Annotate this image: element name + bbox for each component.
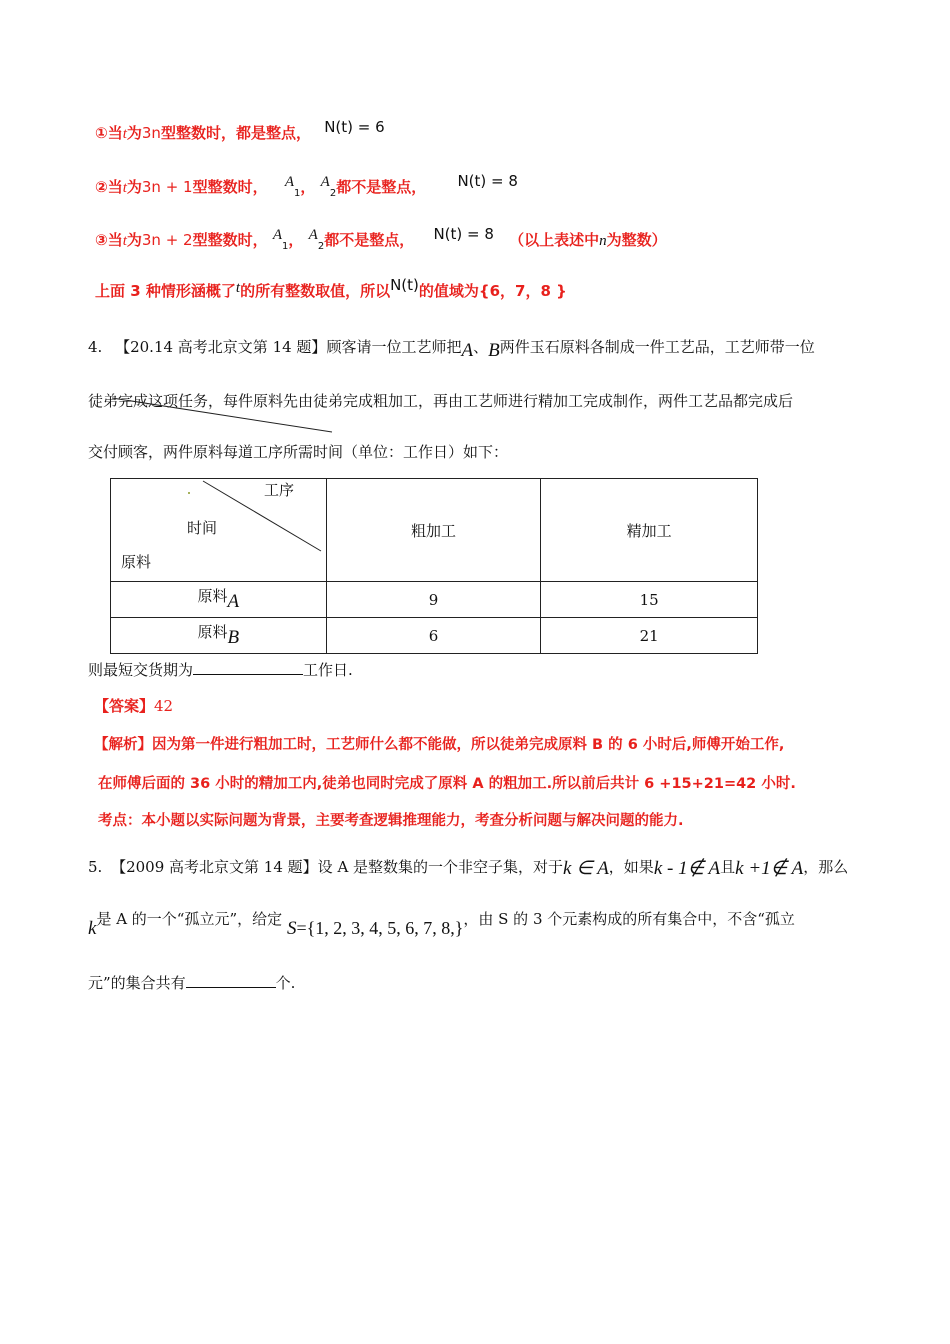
- word-wei: 为: [126, 178, 142, 196]
- case-3-eq: N(t) = 8: [433, 225, 494, 243]
- q4-text: 顾客请一位工艺师把: [326, 338, 462, 356]
- q5-line-2: [88, 908, 795, 939]
- form-3n: 3n: [141, 124, 161, 142]
- point-a1: A: [272, 227, 283, 243]
- corner-top: 工序: [264, 481, 295, 499]
- q4-explanation-2: [98, 772, 796, 793]
- point-a2: A: [308, 227, 318, 243]
- summary-mid: 的所有整数取值，所以: [240, 282, 391, 300]
- math-k-in-a: k ∈ A: [563, 858, 609, 879]
- q5-text: ，那么: [803, 858, 849, 876]
- summary-nt: N(t): [390, 276, 419, 294]
- cell-value: 15: [541, 582, 758, 618]
- case-1: [95, 118, 385, 143]
- col-header-rough: 粗加工: [326, 479, 541, 582]
- row-label-text: 原料: [197, 586, 228, 605]
- word-wei: 为: [126, 231, 142, 249]
- sub-1: 1: [282, 241, 289, 252]
- knowledge-point-text: 考点：本小题以实际问题为背景，主要考查逻辑推理能力，考查分析问题与解决问题的能力.: [98, 813, 684, 829]
- math-k-minus: k - 1∉ A: [653, 858, 721, 879]
- q4-explanation-1: [94, 733, 784, 754]
- form-3n2: 3n + 2: [141, 231, 193, 249]
- q4-source: 【20.14 高考北京文第 14 题】: [115, 338, 327, 356]
- q5-num: 5.: [88, 858, 103, 876]
- sep: ，: [300, 178, 316, 196]
- answer-blank[interactable]: [193, 660, 303, 675]
- row-label-text: 原料: [197, 622, 228, 641]
- case-2-not: 都不是整点，: [336, 178, 427, 196]
- explanation-text: 【解析】因为第一件进行粗加工时，工艺师什么都不能做，所以徒弟完成原料 B 的 6 小时后,师傅开始工作,: [94, 737, 785, 753]
- var-t: t: [122, 126, 127, 142]
- q4-text: 两件玉石原料各制成一件工艺品，工艺师带一位: [499, 338, 815, 356]
- sub-2: 2: [317, 241, 325, 252]
- q5-source: 【2009 高考北京文第 14 题】: [111, 858, 318, 876]
- var-t: t: [122, 180, 127, 196]
- q4-line-3: [88, 441, 508, 462]
- var-s: S: [286, 918, 297, 939]
- explanation-text: 在师傅后面的 36 小时的精加工内,徒弟也同时完成了原料 A 的粗加工.所以前后共计 6 +15+21=42 小时.: [98, 776, 796, 792]
- q5-text: 个.: [275, 974, 296, 992]
- point-a1: A: [284, 174, 295, 190]
- sub-1: 1: [294, 188, 301, 199]
- case-2-eq: N(t) = 8: [457, 172, 518, 190]
- cell-value: 9: [326, 582, 541, 618]
- sep: ，: [288, 231, 304, 249]
- q4-text: 徒弟完成这项任务，每件原料先由徒弟完成粗加工，再由工艺师进行精加工完成制作，两件工艺品都完成后: [88, 392, 794, 410]
- var-k: k: [88, 918, 97, 939]
- q4-dun: 、: [473, 338, 489, 356]
- corner-bottom: 原料: [121, 553, 152, 571]
- answer-blank[interactable]: [186, 973, 276, 988]
- sym-a: A: [227, 590, 240, 612]
- case-3: [95, 225, 667, 252]
- col-header-fine: 精加工: [541, 479, 758, 582]
- row-label: [111, 582, 327, 618]
- summary-line: [95, 276, 567, 301]
- sym-b: B: [488, 340, 500, 361]
- process-time-table: [110, 478, 758, 654]
- corner-cell: [111, 479, 327, 582]
- q5-text: 元”的集合共有: [88, 974, 186, 992]
- var-t: t: [122, 233, 127, 249]
- q5-text: 设 A 是整数集的一个非空子集，对于: [317, 858, 564, 876]
- math-k-plus: k +1∉ A: [735, 858, 804, 879]
- q5-line-3: [88, 972, 295, 993]
- q4-ask-post: 工作日.: [303, 661, 353, 679]
- corner-mid: 时间: [187, 519, 218, 537]
- q4-line-1: [88, 336, 815, 361]
- case-2: [95, 172, 518, 199]
- q4-num: 4.: [88, 338, 103, 356]
- sub-2: 2: [329, 188, 337, 199]
- case-1-num: ①当: [95, 124, 123, 142]
- row-label: [111, 618, 327, 654]
- form-3n1: 3n + 1: [141, 178, 193, 196]
- case-3-note-post: 为整数）: [606, 231, 667, 249]
- set-s: ={1, 2, 3, 4, 5, 6, 7, 8,}: [296, 918, 464, 938]
- q5-text: 且: [720, 858, 736, 876]
- case-3-not: 都不是整点，: [324, 231, 415, 249]
- word-wei: 为: [126, 124, 142, 142]
- answer-label: 【答案】: [94, 697, 155, 715]
- q4-ask: [88, 659, 353, 680]
- case-2-type: 型整数时，: [192, 178, 268, 196]
- case-3-note-pre: （以上表述中: [509, 231, 600, 249]
- q5-text: ，如果: [608, 858, 654, 876]
- case-3-num: ③当: [95, 231, 123, 249]
- var-n: n: [599, 233, 607, 249]
- summary-post: 的值域为{6，7，8 }: [418, 282, 567, 300]
- case-1-type: 型整数时，都是整点，: [160, 124, 311, 142]
- q4-ask-pre: 则最短交货期为: [88, 661, 194, 679]
- cell-value: 21: [541, 618, 758, 654]
- summary-pre: 上面 3 种情形涵概了: [95, 282, 236, 300]
- q5-text: 是 A 的一个“孤立元”，给定: [96, 910, 283, 928]
- q5-line-1: [88, 855, 848, 878]
- stray-line: [110, 390, 340, 440]
- point-a2: A: [320, 174, 330, 190]
- q4-answer: [94, 695, 173, 716]
- case-3-type: 型整数时，: [192, 231, 268, 249]
- answer-value: 42: [154, 697, 174, 715]
- sym-b: B: [227, 626, 240, 648]
- sym-a: A: [461, 340, 474, 361]
- case-1-eq: N(t) = 6: [324, 118, 385, 136]
- q4-knowledge-point: [98, 809, 684, 830]
- var-t: t: [235, 280, 241, 296]
- q4-text: 交付顾客，两件原料每道工序所需时间（单位：工作日）如下：: [88, 443, 509, 461]
- cell-value: 6: [326, 618, 541, 654]
- case-2-num: ②当: [95, 178, 123, 196]
- q5-text: ，由 S 的 3 个元素构成的所有集合中，不含“孤立: [463, 910, 795, 928]
